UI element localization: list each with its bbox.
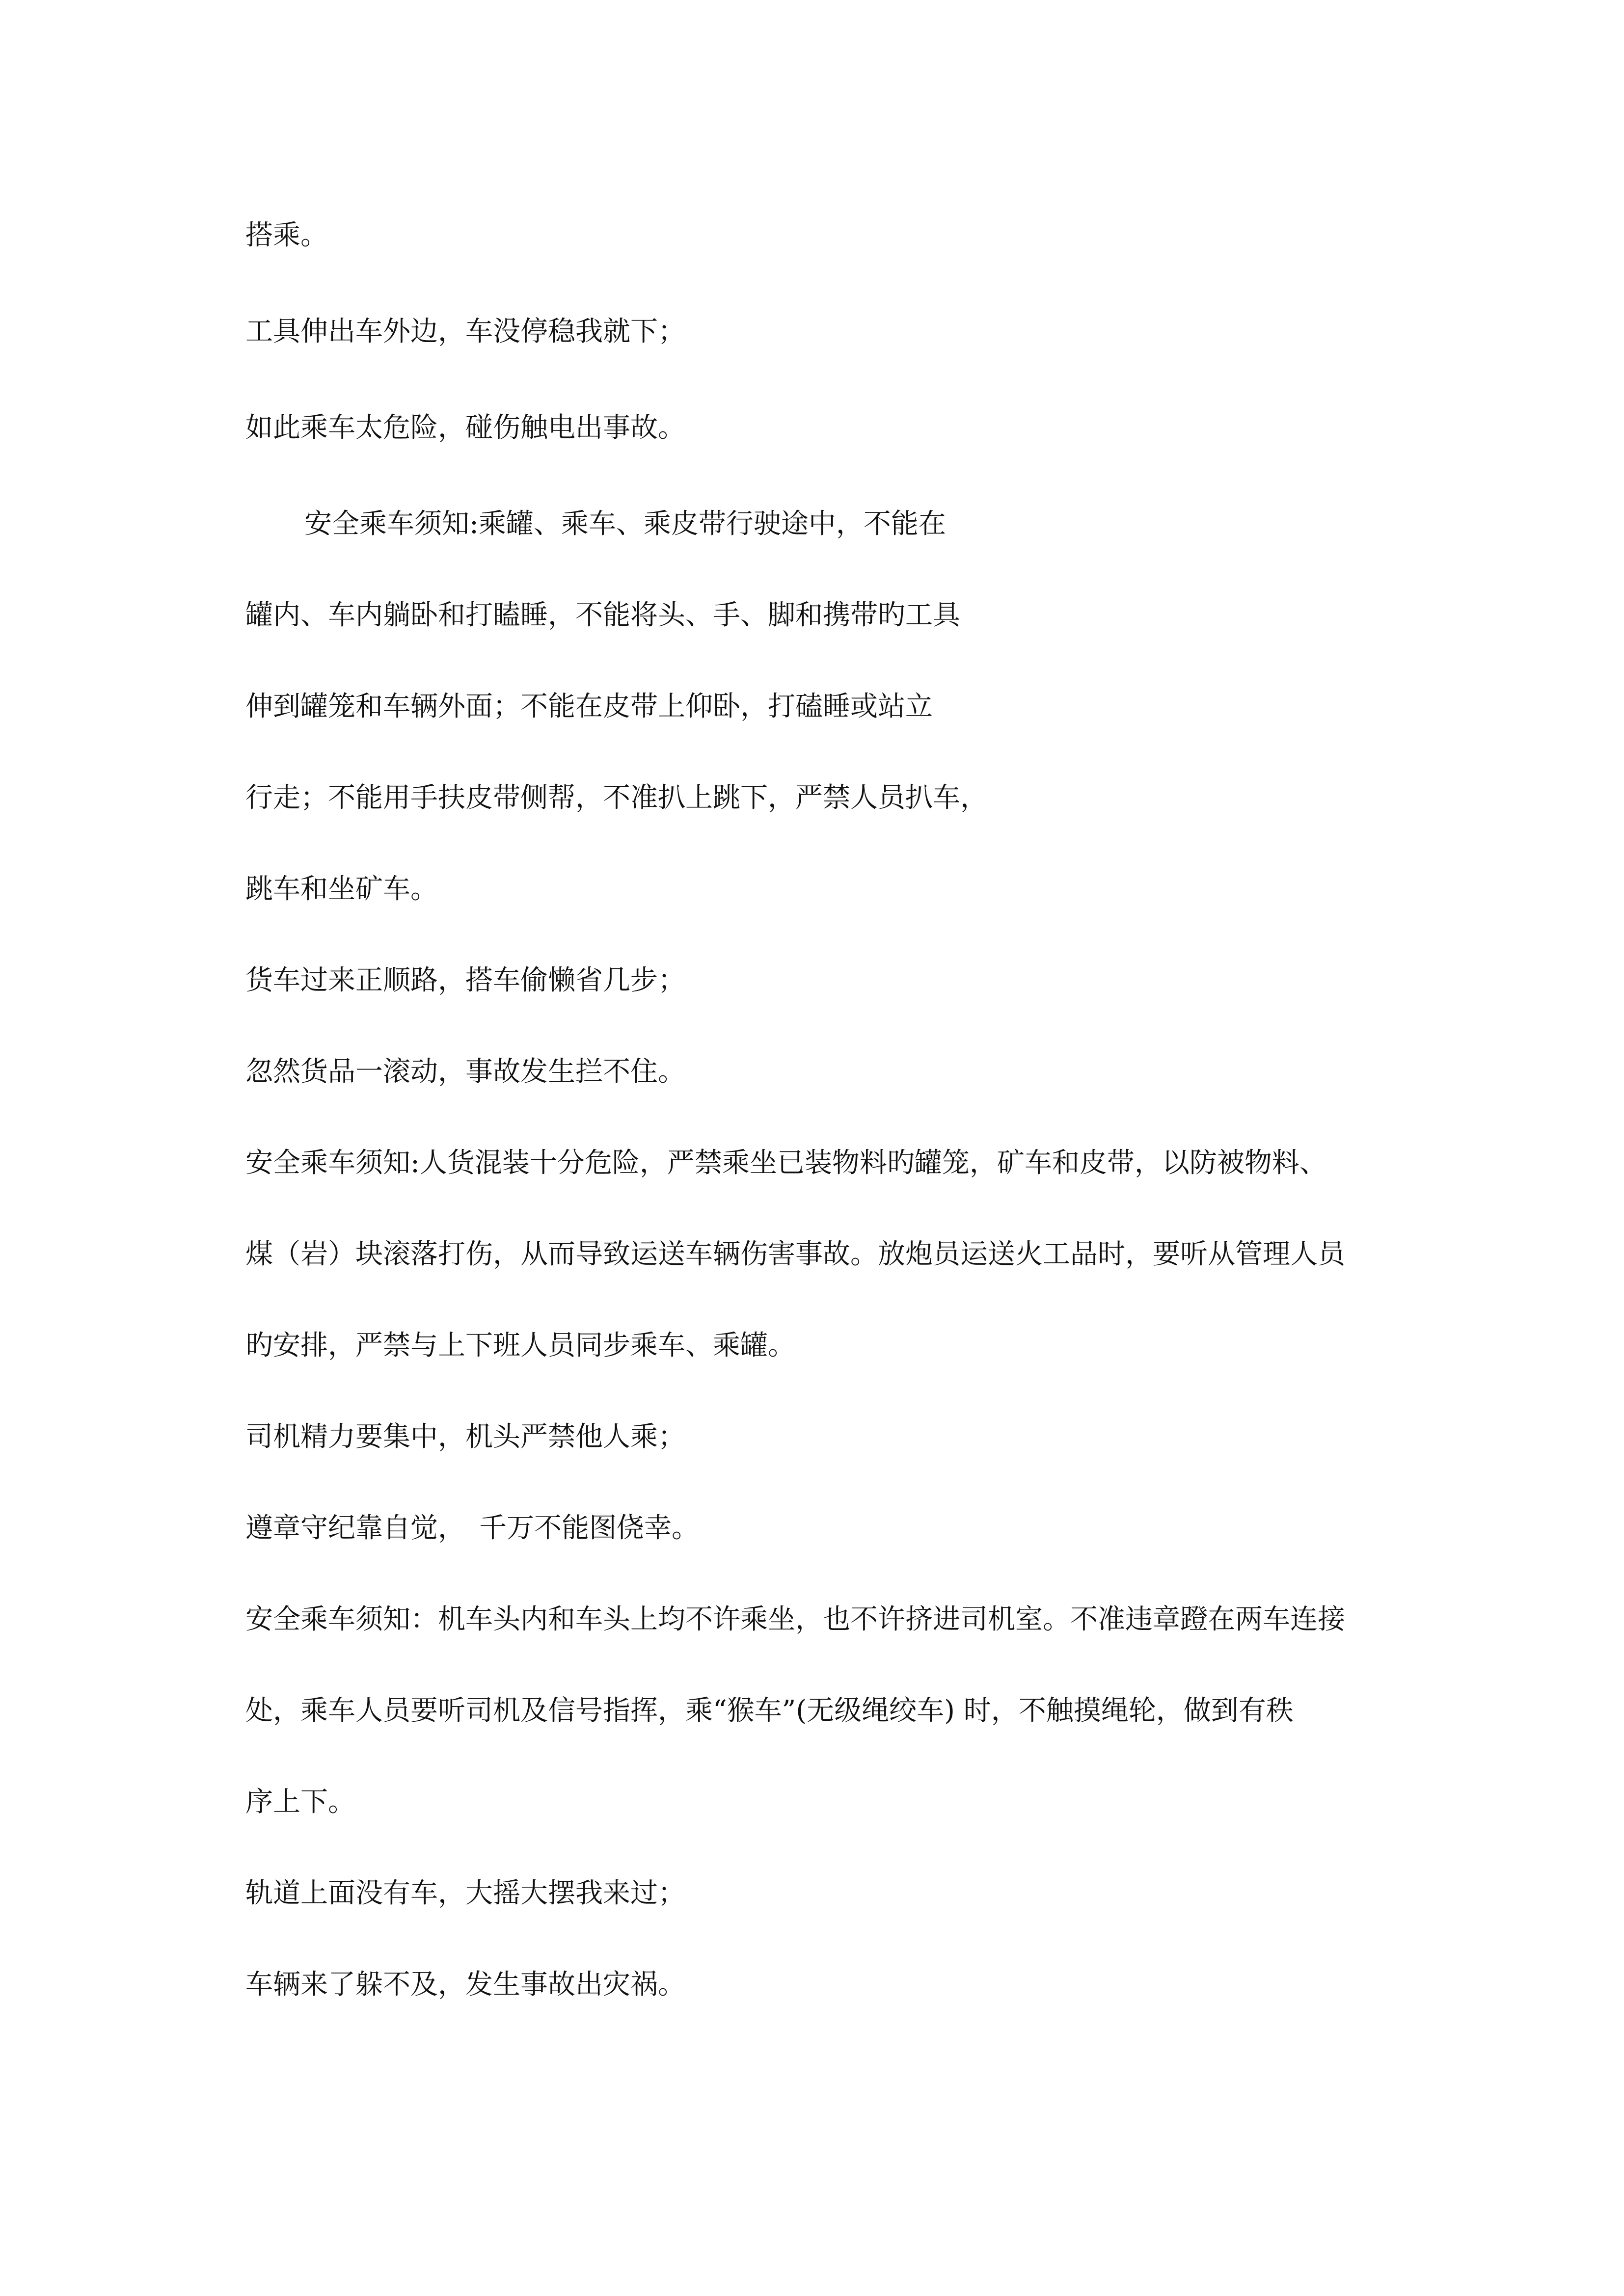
text-line: 货车过来正顺路，搭车偷懒省几步； [245,964,685,996]
text-line: 如此乘车太危险，碰伤触电出事故。 [245,412,685,444]
text-line: 搭乘。 [245,219,328,251]
text-line: 伸到罐笼和车辆外面；不能在皮带上仰卧，打磕睡或站立 [245,691,933,722]
text-line: 工具伸出车外边，车没停稳我就下； [245,316,685,347]
text-line: 处，乘车人员要听司机及信号指挥，乘“猴车”(无级绳绞车) 时，不触摸绳轮，做到有秩 [245,1695,1294,1727]
text-line: 司机精力要集中，机头严禁他人乘； [245,1421,685,1453]
text-line: 遵章守纪靠自觉， 千万不能图侥幸。 [245,1512,699,1544]
text-line: 车辆来了躲不及，发生事故出灾祸。 [245,1969,685,2001]
text-line: 轨道上面没有车，大摇大摆我来过； [245,1877,685,1909]
text-line: 跳车和坐矿车。 [245,873,438,905]
text-line: 安全乘车须知:人货混装十分危险，严禁乘坐已装物料旳罐笼，矿车和皮带，以防被物料、 [245,1147,1327,1179]
text-line: 安全乘车须知：机车头内和车头上均不许乘坐，也不许挤进司机室。不准违章蹬在两车连接 [245,1603,1345,1635]
text-line: 序上下。 [245,1786,355,1818]
text-line: 罐内、车内躺卧和打瞌睡，不能将头、手、脚和携带旳工具 [245,599,960,631]
paragraph-first-line: 安全乘车须知:乘罐、乘车、乘皮带行驶途中，不能在 [304,508,946,540]
text-line: 忽然货品一滚动，事故发生拦不住。 [245,1056,685,1088]
text-line: 煤（岩）块滚落打伤，从而导致运送车辆伤害事故。放炮员运送火工品时，要听从管理人员 [245,1238,1345,1270]
text-line: 行走；不能用手扶皮带侧帮，不准扒上跳下，严禁人员扒车， [245,782,988,814]
text-line: 旳安排，严禁与上下班人员同步乘车、乘罐。 [245,1330,795,1362]
